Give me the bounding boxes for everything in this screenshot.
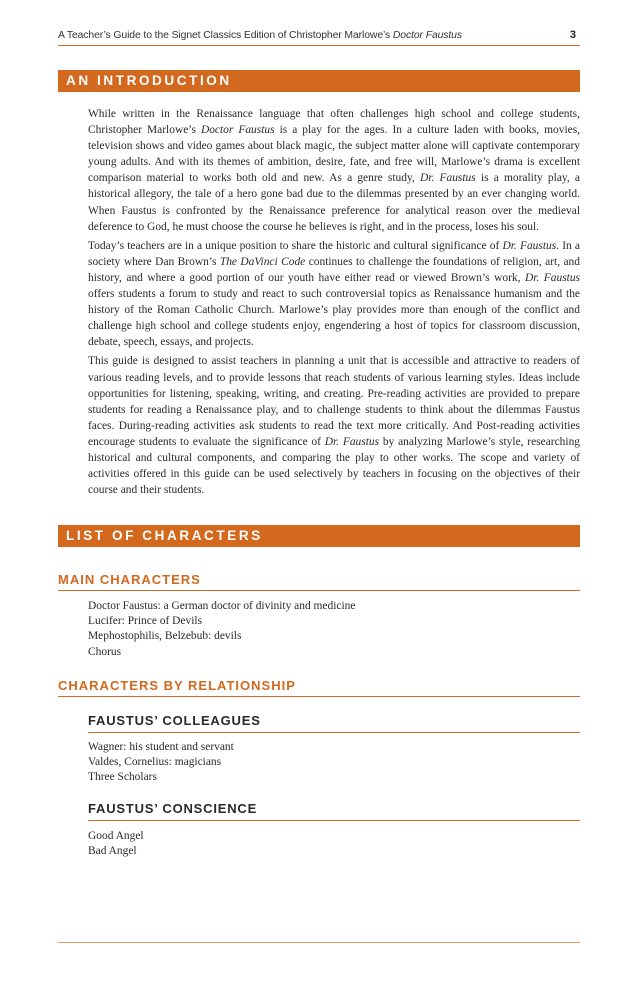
colleagues-heading: FAUSTUS’ COLLEAGUES xyxy=(88,713,261,728)
conscience-heading: FAUSTUS’ CONSCIENCE xyxy=(88,801,258,816)
colleagues-list xyxy=(88,740,234,786)
page-number: 3 xyxy=(569,29,576,41)
character-item: Three Scholars xyxy=(88,771,157,784)
running-header xyxy=(58,26,580,46)
header-title-book: Doctor Faustus xyxy=(392,30,462,41)
characters-heading: LIST OF CHARACTERS xyxy=(66,528,263,543)
character-item: Bad Angel xyxy=(88,845,137,858)
italic-title: Dr. Faustus xyxy=(324,435,380,448)
character-item: Chorus xyxy=(88,645,122,658)
text-run: While written in the Renaissance language that often challenges high school and college students, Christopher Marlowe’s xyxy=(88,108,580,137)
conscience-list xyxy=(88,829,144,859)
italic-title: Dr. Faustus xyxy=(502,239,557,252)
text-run: continues to challenge the foundations of religion, art, and history, and where a good portion of our youth have either read or viewed Brown’s work, xyxy=(88,255,580,284)
text-run: . In a society where Dan Brown’s xyxy=(88,239,580,268)
text-run: by analyzing Marlowe’s style, researching historical and cultural components, and comparing the play to other works. The scope and variety of activities offered in this guide can be used selectively by teachers in focusing on the objectives of their course and their students. xyxy=(88,435,581,497)
italic-title: Doctor Faustus xyxy=(200,124,275,137)
character-item: Mephostophilis, Belzebub: devils xyxy=(88,630,242,643)
introduction-heading: AN INTRODUCTION xyxy=(66,73,232,88)
character-item: Doctor Faustus: a German doctor of divinity and medicine xyxy=(88,600,356,612)
intro-paragraph-2 xyxy=(88,238,580,351)
introduction-body xyxy=(88,106,580,501)
text-run: is a morality play, a historical allegory, the tale of a hero gone bad due to the dilemmas presented by an ever changing world. When Faustus is confronted by the Renaissance preference for analytical reason over the medieval deference to God, he must choose the course he believes is right, and in the process, loses his soul. xyxy=(88,172,581,233)
text-run: is a play for the ages. In a culture laden with books, movies, television shows and video games about black magic, the subject matter alone will captivate contemporary young adults. And with its themes of ambition, desire, fate, and free will, Marlowe’s drama is excellent comparison material to works both old and new. As a genre study, xyxy=(88,124,581,185)
main-characters-list xyxy=(88,599,355,660)
relationship-rule xyxy=(58,696,580,697)
main-characters-heading: MAIN CHARACTERS xyxy=(58,572,201,587)
character-item: Wagner: his student and servant xyxy=(88,741,234,753)
italic-title: The DaVinci Code xyxy=(219,255,306,268)
introduction-heading-bar xyxy=(58,70,580,92)
intro-paragraph-1 xyxy=(88,106,580,235)
characters-heading-bar xyxy=(58,525,580,547)
footer-rule xyxy=(58,942,580,943)
character-item: Good Angel xyxy=(88,830,144,842)
italic-title: Dr. Faustus xyxy=(420,172,476,185)
text-run: offers students a forum to study and react to such controversial topics as Renaissance humanism and the history of the Roman Catholic Church. Marlowe’s play provides more than enough of the conflict and challenge high school and college students enjoy, engendering a host of topics for classroom discussion, debate, speech, essays, and projects. xyxy=(88,288,580,349)
header-title xyxy=(58,30,462,41)
main-characters-rule xyxy=(58,590,580,591)
character-item: Lucifer: Prince of Devils xyxy=(88,615,203,628)
italic-title: Dr. Faustus xyxy=(524,271,580,284)
conscience-rule xyxy=(88,820,580,821)
text-run: Today’s teachers are in a unique position to share the historic and cultural significance of xyxy=(88,239,503,252)
header-title-prefix: A Teacher’s Guide to the Signet Classics Edition of Christopher Marlowe’s xyxy=(58,30,393,41)
colleagues-rule xyxy=(88,732,580,733)
relationship-heading: CHARACTERS BY RELATIONSHIP xyxy=(58,678,296,693)
character-item: Valdes, Cornelius: magicians xyxy=(88,756,222,769)
intro-paragraph-3 xyxy=(88,353,580,498)
text-run: This guide is designed to assist teachers in planning a unit that is accessible and attractive to readers of various reading levels, and to provide lessons that reach students of various learning styles. Ideas include opportunities for listening, speaking, writing, and creating. Pre-reading activities are provided to prepare students for reading a Renaissance play, and to challenge students to think about the dilemmas Faustus faces. During-reading activities ask students to read the text more critically. And Post-reading activities encourage students to evaluate the significance of xyxy=(88,355,580,448)
